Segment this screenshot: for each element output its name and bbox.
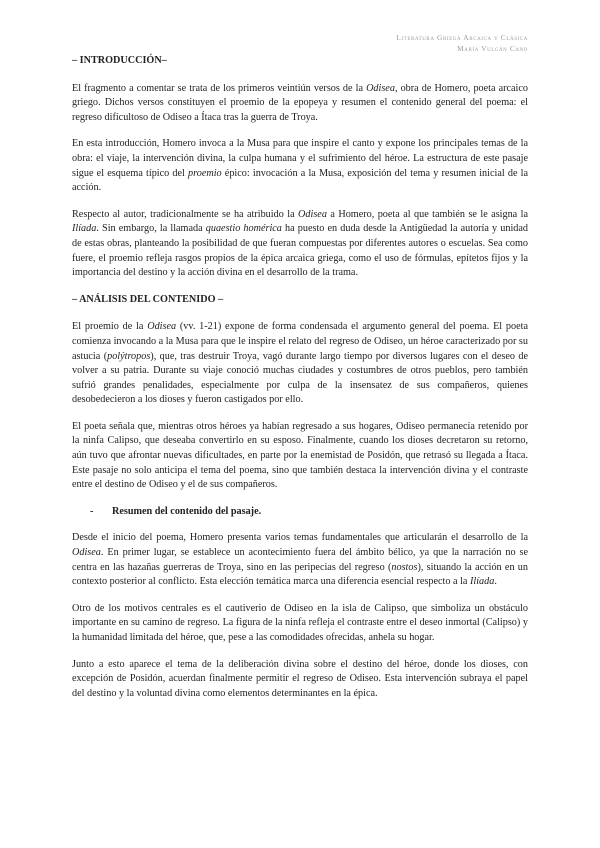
header-author: María Vulcán Cano [457, 44, 528, 53]
section-heading-introduccion: – INTRODUCCIÓN– [72, 55, 167, 66]
section-heading-analisis: – ANÁLISIS DEL CONTENIDO – [72, 293, 224, 305]
analysis-paragraph-2: El poeta señala que, mientras otros héroes ya habían regresado a sus hogares, Odiseo permanecía retenido por la ninfa Calipso, que deseaba convertirlo en su esposo. Finalmente, cuando los dioses decretaron su retorno, aún tuvo que afrontar nuevas dificultades, en parte por la enemistad de Posidón, que retrasó su llegada a Ítaca. Este pasaje no solo anticipa el tema del poema, sino que también destaca la intervención divina y el contraste entre el destino de Odiseo y el de sus compañeros. [72, 420, 528, 491]
summary-paragraph-3: Junto a esto aparece el tema de la deliberación divina sobre el destino del héroe, donde los dioses, con excepción de Posidón, acuerdan finalmente permitir el regreso de Odiseo. Esta intervención subraya el papel del destino y la voluntad divina como elementos determinantes en la épica. [72, 658, 528, 699]
document-body [72, 54, 528, 713]
subsection-bullet [72, 505, 528, 520]
running-header [396, 32, 528, 54]
bullet-dash: - [90, 505, 94, 517]
analysis-paragraph-1: El proemio de la Odisea (vv. 1-21) expone de forma condensada el argumento general del poema. El poeta comienza invocando a la Musa para que le inspire el relato del regreso de Odiseo, un héroe caracterizado por su astucia (polýtropos), que, tras destruir Troya, vagó durante largo tiempo por diversos lugares con el deseo de volver a su patria. Durante su viaje conoció muchas ciudades y costumbres de otros pueblos, pero también sufrió grandes penalidades, especialmente por culpa de la insensatez de sus compañeros, quienes desobedecieron a los dioses y fueron castigados por ello. [72, 321, 528, 406]
summary-paragraph-1: Desde el inicio del poema, Homero presenta varios temas fundamentales que articularán el desarrollo de la Odisea. En primer lugar, se establece un acontecimiento fuera del ámbito bélico, ya que la narración no se centra en las hazañas guerreras de Troya, sino en las peripecias del regreso (nostos), situando la acción en un contexto posterior al conflicto. Esta elección temática marca una diferencia esencial respecto a la Ilíada. [72, 532, 528, 588]
intro-paragraph-1: El fragmento a comentar se trata de los primeros veintiún versos de la Odisea, obra de Homero, poeta arcaico griego. Dichos versos constituyen el proemio de la epopeya y resumen el contenido general del poema: el regreso dificultoso de Odiseo a Ítaca tras la guerra de Troya. [72, 82, 528, 123]
summary-paragraph-2: Otro de los motivos centrales es el cautiverio de Odiseo en la isla de Calipso, que simboliza un obstáculo importante en su camino de regreso. La figura de la ninfa refleja el contraste entre el deseo inmortal (Calipso) y la humanidad limitada del héroe, que, pese a las comodidades ofrecidas, anhela su hogar. [72, 602, 528, 643]
header-course-title: Literatura Griega Arcaica y Clásica [396, 33, 528, 42]
intro-paragraph-3: Respecto al autor, tradicionalmente se ha atribuido la Odisea a Homero, poeta al que también se le asigna la Ilíada. Sin embargo, la llamada quaestio homérica ha puesto en duda desde la Antigüedad la autoría y unidad de estas obras, planteando la posibilidad de que fueran compuestas por diferentes autores o escuelas. Sea como fuere, el proemio refleja rasgos propios de la épica arcaica griega, como el uso de fórmulas, epítetos fijos y la importancia del destino y la acción divina en el desarrollo de la trama. [72, 208, 529, 279]
subsection-title: Resumen del contenido del pasaje. [112, 505, 262, 517]
intro-paragraph-2: En esta introducción, Homero invoca a la Musa para que inspire el canto y expone los principales temas de la obra: el viaje, la intervención divina, la culpa humana y el sufrimiento del héroe. La estructura de este pasaje sigue el esquema típico del proemio épico: invocación a la Musa, exposición del tema y resumen inicial de la acción. [72, 138, 528, 194]
